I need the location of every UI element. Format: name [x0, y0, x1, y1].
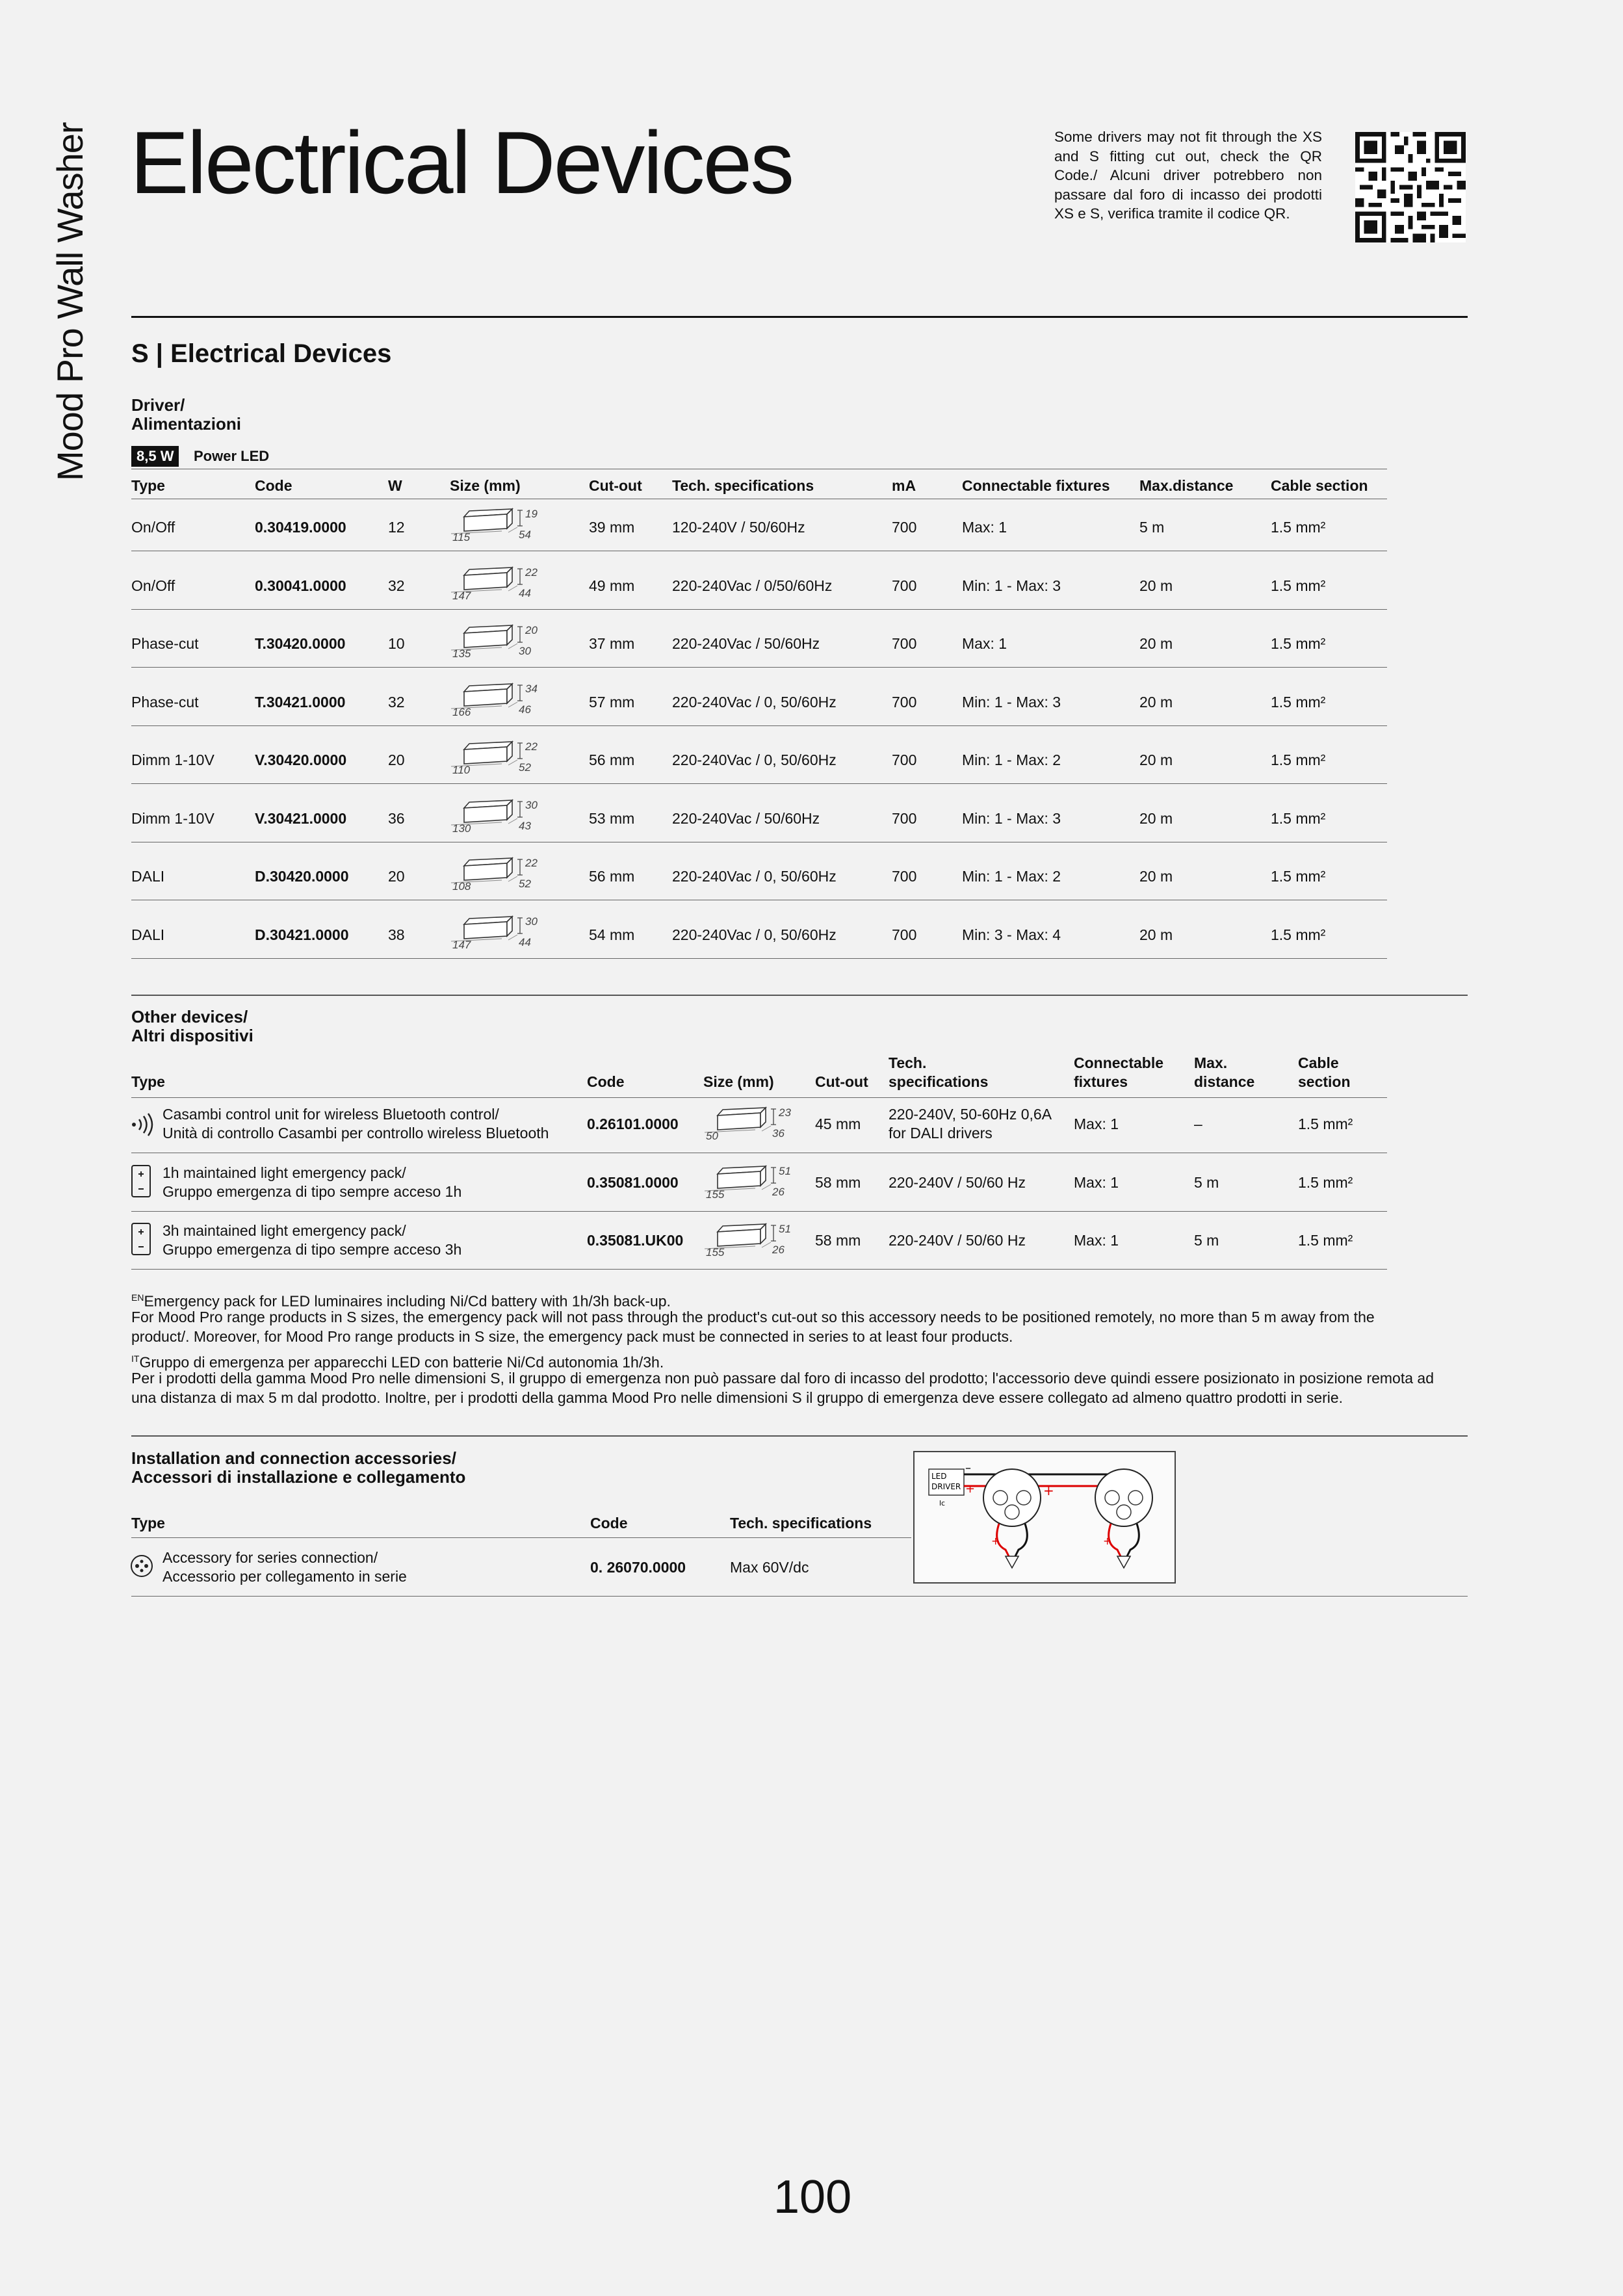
size-length: 166	[452, 705, 471, 718]
size-length: 155	[706, 1246, 725, 1259]
driver-cable: 1.5 mm²	[1271, 693, 1326, 711]
driver-cutout: 56 mm	[589, 751, 635, 768]
other-code: 0.35081.0000	[587, 1173, 679, 1191]
driver-tech: 220-240Vac / 50/60Hz	[672, 635, 820, 652]
driver-type: Phase-cut	[131, 693, 199, 711]
other-header-tech-1: Tech.	[889, 1054, 927, 1071]
driver-ma: 700	[892, 635, 917, 652]
driver-code: V.30421.0000	[255, 809, 347, 827]
install-bottom-line	[131, 1596, 1468, 1597]
size-diagram	[703, 1220, 801, 1259]
footnote-en-2: For Mood Pro range products in S sizes, the emergency pack will not pass through the product's cut-out so this accessory needs to be positioned remotely, no more than 5 m away from the	[131, 1309, 1375, 1325]
driver-row-line	[131, 958, 1387, 959]
driver-fixtures: Min: 3 - Max: 4	[962, 926, 1061, 943]
size-height: 22	[525, 857, 538, 869]
driver-code: 0.30041.0000	[255, 577, 346, 594]
other-header-code: Code	[587, 1073, 625, 1090]
driver-watt: 38	[388, 926, 405, 943]
driver-cable: 1.5 mm²	[1271, 751, 1326, 768]
other-desc-en: 1h maintained light emergency pack/	[162, 1164, 406, 1181]
side-title: Mood Pro Wall Washer	[49, 122, 90, 481]
size-width: 26	[772, 1185, 785, 1198]
driver-header-size: Size (mm)	[450, 477, 521, 494]
driver-code: D.30420.0000	[255, 868, 349, 885]
driver-ma: 700	[892, 577, 917, 594]
section-title: S | Electrical Devices	[131, 339, 392, 368]
footnote-it-3: una distanza di max 5 m dal prodotto. Inoltre, per i prodotti della gamma Mood Pro nelle dimensioni S il gruppo di emergenza deve essere collegato ad almeno quattro prodotti in serie.	[131, 1389, 1344, 1406]
footnote-it-text-1: Gruppo di emergenza per apparecchi LED con batterie Ni/Cd autonomia 1h/3h.	[139, 1353, 664, 1371]
size-diagram	[703, 1162, 801, 1201]
size-height: 51	[779, 1223, 791, 1235]
driver-tech: 220-240Vac / 0, 50/60Hz	[672, 868, 837, 885]
footnote-en-tag: EN	[131, 1292, 144, 1303]
other-header-line	[131, 1097, 1387, 1098]
driver-cable: 1.5 mm²	[1271, 868, 1326, 885]
install-desc-2: Accessorio per collegamento in serie	[162, 1568, 407, 1585]
header-divider	[131, 316, 1468, 318]
diagram-label-lc: lc	[939, 1499, 946, 1507]
driver-header-type: Type	[131, 477, 165, 494]
size-height: 22	[525, 566, 538, 579]
driver-header-tech: Tech. specifications	[672, 477, 814, 494]
other-header-size: Size (mm)	[703, 1073, 774, 1090]
driver-watt: 36	[388, 809, 405, 827]
svg-text:+: +	[1103, 1535, 1112, 1547]
power-badge-label: Power LED	[194, 448, 270, 464]
other-header-cable-1: Cable	[1298, 1054, 1339, 1071]
size-width: 54	[519, 528, 531, 541]
driver-code: T.30421.0000	[255, 693, 346, 711]
size-width: 46	[519, 703, 531, 716]
footnote-it-tag: IT	[131, 1353, 140, 1364]
other-header-tech-2: specifications	[889, 1073, 989, 1090]
other-cutout: 58 mm	[815, 1173, 861, 1191]
driver-ma: 700	[892, 809, 917, 827]
driver-cable: 1.5 mm²	[1271, 809, 1326, 827]
size-diagram	[450, 680, 547, 719]
other-header-dist-2: distance	[1194, 1073, 1255, 1090]
qr-code-icon[interactable]	[1355, 132, 1466, 242]
driver-ma: 700	[892, 751, 917, 768]
size-length: 108	[452, 880, 471, 893]
driver-row-line	[131, 725, 1387, 726]
driver-row-line	[131, 609, 1387, 610]
driver-distance: 20 m	[1139, 577, 1173, 594]
other-row-line	[131, 1269, 1387, 1270]
svg-text:+: +	[991, 1535, 1000, 1547]
driver-distance: 20 m	[1139, 751, 1173, 768]
driver-tech: 220-240Vac / 0, 50/60Hz	[672, 751, 837, 768]
other-header-type: Type	[131, 1073, 165, 1090]
size-width: 26	[772, 1244, 785, 1256]
driver-tech: 220-240Vac / 50/60Hz	[672, 809, 820, 827]
size-height: 22	[525, 740, 538, 753]
driver-fixtures: Min: 1 - Max: 3	[962, 693, 1061, 711]
size-width: 43	[519, 819, 531, 832]
driver-title-en: Driver/	[131, 395, 185, 415]
driver-ma: 700	[892, 926, 917, 943]
driver-fixtures: Min: 1 - Max: 2	[962, 751, 1061, 768]
driver-cutout: 54 mm	[589, 926, 635, 943]
driver-code: 0.30419.0000	[255, 519, 346, 536]
size-length: 130	[452, 822, 471, 835]
size-height: 20	[525, 624, 538, 636]
driver-cable: 1.5 mm²	[1271, 926, 1326, 943]
driver-header-dist: Max.distance	[1139, 477, 1234, 494]
other-tech-2: for DALI drivers	[889, 1125, 993, 1141]
size-length: 155	[706, 1188, 725, 1201]
size-diagram	[450, 564, 547, 603]
footnote-it-2: Per i prodotti della gamma Mood Pro nelle dimensioni S, il gruppo di emergenza non può passare dal foro di incasso del prodotto; l'accessorio deve quindi essere posizionato in posizione remota ad	[131, 1370, 1434, 1387]
driver-type: On/Off	[131, 519, 175, 536]
battery-icon	[131, 1165, 151, 1197]
driver-type: Dimm 1-10V	[131, 809, 214, 827]
page-number: 100	[773, 2171, 852, 2223]
driver-distance: 20 m	[1139, 635, 1173, 652]
size-width: 30	[519, 645, 531, 657]
driver-row-line	[131, 783, 1387, 784]
other-title-en: Other devices/	[131, 1007, 248, 1026]
driver-cutout: 39 mm	[589, 519, 635, 536]
other-desc-en: 3h maintained light emergency pack/	[162, 1222, 406, 1239]
power-badge: 8,5 W	[131, 446, 179, 467]
size-length: 147	[452, 938, 471, 951]
other-cable: 1.5 mm²	[1298, 1232, 1353, 1249]
other-divider	[131, 995, 1468, 996]
size-length: 50	[706, 1130, 718, 1142]
driver-distance: 20 m	[1139, 809, 1173, 827]
size-width: 52	[519, 878, 531, 890]
driver-cutout: 57 mm	[589, 693, 635, 711]
other-header-fix-2: fixtures	[1074, 1073, 1128, 1090]
size-width: 52	[519, 761, 531, 774]
driver-watt: 32	[388, 577, 405, 594]
other-tech-1: 220-240V, 50-60Hz 0,6A	[889, 1106, 1052, 1123]
size-length: 135	[452, 647, 471, 660]
driver-ma: 700	[892, 693, 917, 711]
driver-type: DALI	[131, 926, 165, 943]
driver-type: Dimm 1-10V	[131, 751, 214, 768]
other-header-cutout: Cut-out	[815, 1073, 868, 1090]
driver-title-it: Alimentazioni	[131, 414, 242, 434]
other-cutout: 58 mm	[815, 1232, 861, 1249]
footnote-en-text-1: Emergency pack for LED luminaires including Ni/Cd battery with 1h/3h back-up.	[144, 1292, 671, 1310]
size-diagram	[450, 505, 547, 544]
other-code: 0.26101.0000	[587, 1115, 679, 1132]
driver-code: D.30421.0000	[255, 926, 349, 943]
driver-distance: 5 m	[1139, 519, 1165, 536]
other-desc-it: Gruppo emergenza di tipo sempre acceso 3h	[162, 1241, 462, 1258]
size-height: 51	[779, 1164, 791, 1177]
other-distance: 5 m	[1194, 1232, 1219, 1249]
driver-fixtures: Min: 1 - Max: 3	[962, 809, 1061, 827]
diagram-plus: +	[965, 1482, 976, 1496]
size-width: 36	[772, 1127, 785, 1140]
driver-type: On/Off	[131, 577, 175, 594]
driver-cable: 1.5 mm²	[1271, 519, 1326, 536]
driver-tech: 220-240Vac / 0, 50/60Hz	[672, 926, 837, 943]
page-title: Electrical Devices	[130, 113, 793, 212]
install-title-it: Accessori di installazione e collegamento	[131, 1467, 466, 1487]
size-diagram	[450, 796, 547, 835]
driver-watt: 10	[388, 635, 405, 652]
driver-code: V.30420.0000	[255, 751, 347, 768]
driver-fixtures: Min: 1 - Max: 3	[962, 577, 1061, 594]
install-header-code: Code	[590, 1515, 628, 1532]
driver-header-fixtures: Connectable fixtures	[962, 477, 1110, 494]
other-cutout: 45 mm	[815, 1115, 861, 1132]
size-length: 110	[452, 764, 471, 776]
install-tech: Max 60V/dc	[730, 1559, 809, 1576]
footnote-en-3: product/. Moreover, for Mood Pro range products in S size, the emergency pack must be connected in series to at least four products.	[131, 1328, 1013, 1345]
other-fixtures: Max: 1	[1074, 1115, 1119, 1132]
driver-header-cable: Cable section	[1271, 477, 1368, 494]
driver-ma: 700	[892, 868, 917, 885]
header-note: Some drivers may not fit through the XS and S fitting cut out, check the QR Code./ Alcuni driver potrebbero non passare dal foro di incasso dei prodotti XS e S, verifica tramite il codice QR.	[1054, 129, 1322, 222]
wiring-diagram	[913, 1451, 1176, 1584]
driver-header-ma: mA	[892, 477, 916, 494]
driver-distance: 20 m	[1139, 693, 1173, 711]
driver-cable: 1.5 mm²	[1271, 635, 1326, 652]
install-code: 0. 26070.0000	[590, 1559, 686, 1576]
other-header-fix-1: Connectable	[1074, 1054, 1164, 1071]
install-header-type: Type	[131, 1515, 165, 1532]
size-height: 30	[525, 915, 538, 928]
driver-tech: 220-240Vac / 0, 50/60Hz	[672, 693, 837, 711]
driver-type: DALI	[131, 868, 165, 885]
driver-cutout: 53 mm	[589, 809, 635, 827]
size-height: 23	[779, 1106, 791, 1119]
driver-fixtures: Min: 1 - Max: 2	[962, 868, 1061, 885]
diagram-minus: –	[965, 1461, 971, 1475]
bluetooth-wave-icon	[130, 1112, 156, 1141]
other-cable: 1.5 mm²	[1298, 1115, 1353, 1132]
install-header-tech: Tech. specifications	[730, 1515, 872, 1532]
size-length: 115	[452, 531, 471, 543]
driver-cutout: 49 mm	[589, 577, 635, 594]
other-header-cable-2: section	[1298, 1073, 1351, 1090]
install-title-en: Installation and connection accessories/	[131, 1448, 456, 1468]
svg-text:+: +	[1043, 1483, 1054, 1498]
other-fixtures: Max: 1	[1074, 1173, 1119, 1191]
other-distance: 5 m	[1194, 1173, 1219, 1191]
size-length: 147	[452, 589, 471, 602]
size-diagram	[450, 854, 547, 893]
driver-header-code: Code	[255, 477, 292, 494]
driver-cable: 1.5 mm²	[1271, 577, 1326, 594]
other-title-it: Altri dispositivi	[131, 1026, 253, 1045]
driver-watt: 20	[388, 751, 405, 768]
driver-fixtures: Max: 1	[962, 635, 1007, 652]
driver-header-cutout: Cut-out	[589, 477, 642, 494]
driver-cutout: 37 mm	[589, 635, 635, 652]
driver-header-w: W	[388, 477, 402, 494]
size-diagram	[450, 621, 547, 660]
other-desc-en: Casambi control unit for wireless Bluetooth control/	[162, 1106, 499, 1123]
size-width: 44	[519, 586, 531, 599]
other-fixtures: Max: 1	[1074, 1232, 1119, 1249]
other-row-line	[131, 1211, 1387, 1212]
driver-type: Phase-cut	[131, 635, 199, 652]
size-height: 19	[525, 508, 538, 520]
other-desc-it: Gruppo emergenza di tipo sempre acceso 1h	[162, 1182, 462, 1200]
other-desc-it: Unità di controllo Casambi per controllo wireless Bluetooth	[162, 1125, 549, 1141]
driver-row-line	[131, 667, 1387, 668]
driver-fixtures: Max: 1	[962, 519, 1007, 536]
driver-cutout: 56 mm	[589, 868, 635, 885]
other-code: 0.35081.UK00	[587, 1232, 684, 1249]
other-distance: –	[1194, 1115, 1202, 1132]
size-height: 30	[525, 798, 538, 811]
size-width: 44	[519, 935, 531, 948]
other-header-dist-1: Max.	[1194, 1054, 1228, 1071]
size-diagram	[703, 1104, 801, 1143]
size-diagram	[450, 738, 547, 777]
size-height: 34	[525, 682, 538, 695]
driver-code: T.30420.0000	[255, 635, 346, 652]
series-connector-icon	[130, 1554, 153, 1578]
install-divider	[131, 1435, 1468, 1437]
driver-distance: 20 m	[1139, 926, 1173, 943]
install-header-line	[131, 1537, 911, 1538]
driver-watt: 20	[388, 868, 405, 885]
driver-watt: 32	[388, 693, 405, 711]
driver-tech: 120-240V / 50/60Hz	[672, 519, 805, 536]
driver-distance: 20 m	[1139, 868, 1173, 885]
driver-ma: 700	[892, 519, 917, 536]
battery-icon	[131, 1223, 151, 1255]
diagram-label-driver: DRIVER	[931, 1482, 961, 1491]
other-tech-1: 220-240V / 50/60 Hz	[889, 1232, 1026, 1249]
install-desc-1: Accessory for series connection/	[162, 1549, 378, 1566]
other-tech-1: 220-240V / 50/60 Hz	[889, 1173, 1026, 1191]
size-diagram	[450, 913, 547, 952]
other-cable: 1.5 mm²	[1298, 1173, 1353, 1191]
driver-tech: 220-240Vac / 0/50/60Hz	[672, 577, 833, 594]
driver-watt: 12	[388, 519, 405, 536]
diagram-label-led: LED	[931, 1472, 947, 1481]
